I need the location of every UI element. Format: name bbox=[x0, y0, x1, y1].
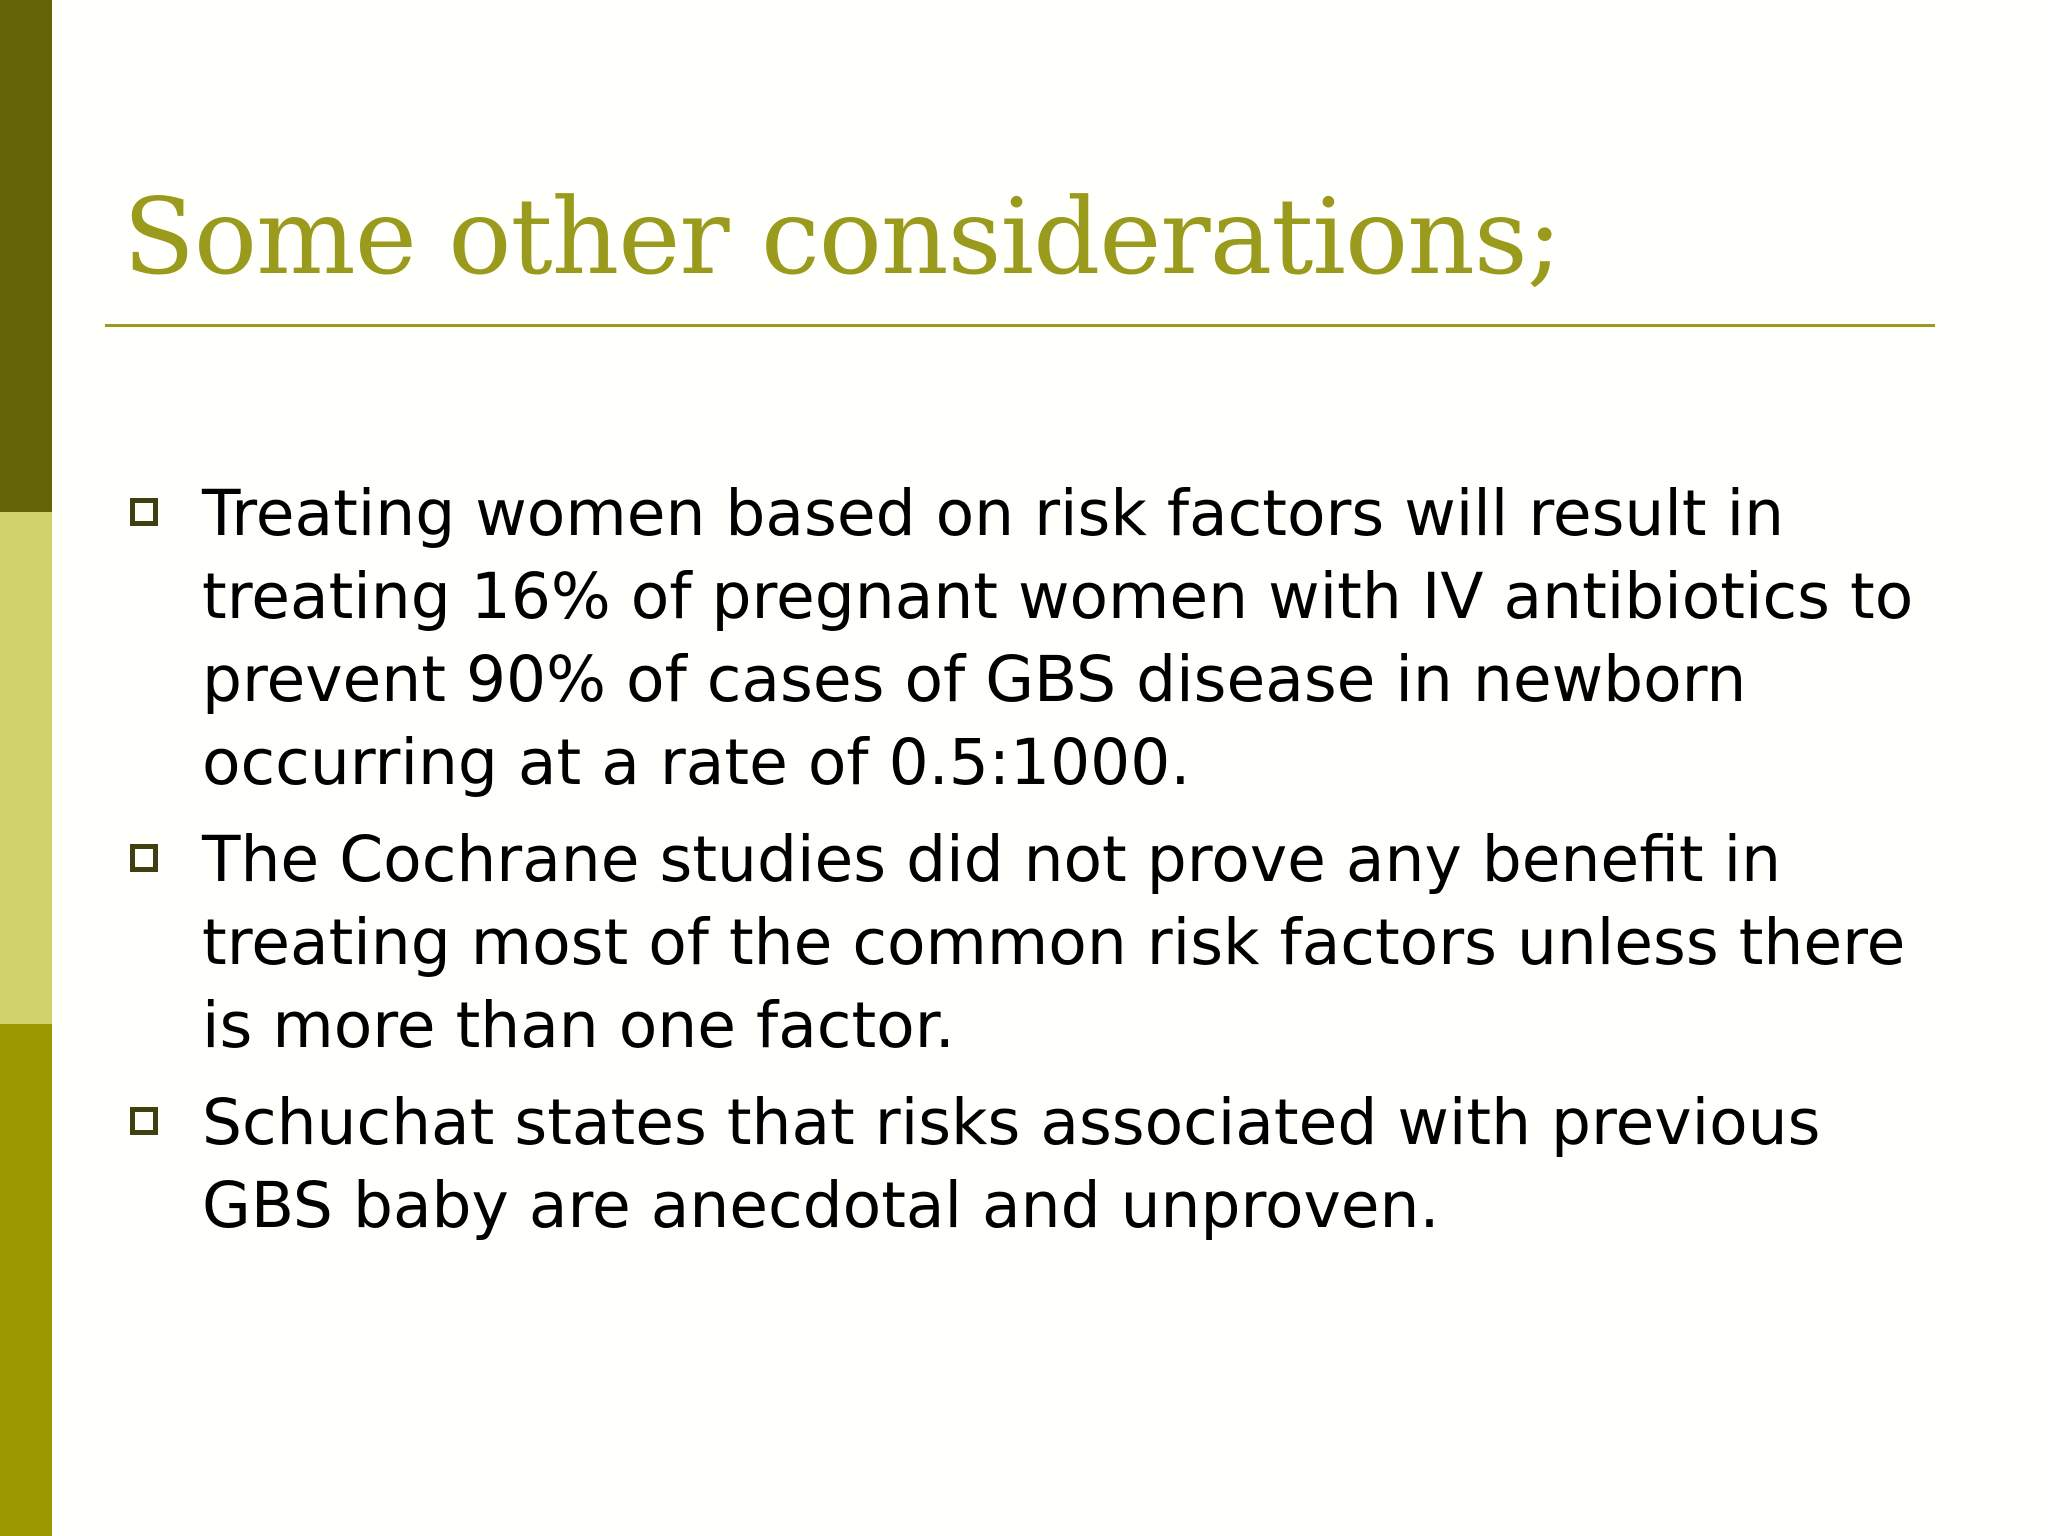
title-underline bbox=[105, 324, 1935, 327]
side-band-middle bbox=[0, 512, 52, 1024]
bullet-item bbox=[130, 818, 1960, 1067]
side-band-top bbox=[0, 0, 52, 512]
hollow-square-bullet-icon bbox=[130, 498, 158, 526]
side-band-bottom bbox=[0, 1024, 52, 1536]
bullet-text: Schuchat states that risks associated with previous GBS baby are anecdotal and unproven. bbox=[202, 1086, 1821, 1242]
slide-title: Some other considerations; bbox=[123, 176, 1562, 298]
bullet-text: The Cochrane studies did not prove any benefit in treating most of the common risk factors unless there is more than one factor. bbox=[202, 823, 1906, 1062]
bullet-item bbox=[130, 472, 1960, 804]
hollow-square-bullet-icon bbox=[130, 1107, 158, 1135]
hollow-square-bullet-icon bbox=[130, 844, 158, 872]
decorative-side-bar bbox=[0, 0, 52, 1536]
bullet-list bbox=[130, 472, 1960, 1261]
bullet-item bbox=[130, 1081, 1960, 1247]
bullet-text: Treating women based on risk factors will result in treating 16% of pregnant women with IV antibiotics to prevent 90% of cases of GBS disease in newborn occurring at a rate of 0.5:1000. bbox=[202, 477, 1914, 799]
